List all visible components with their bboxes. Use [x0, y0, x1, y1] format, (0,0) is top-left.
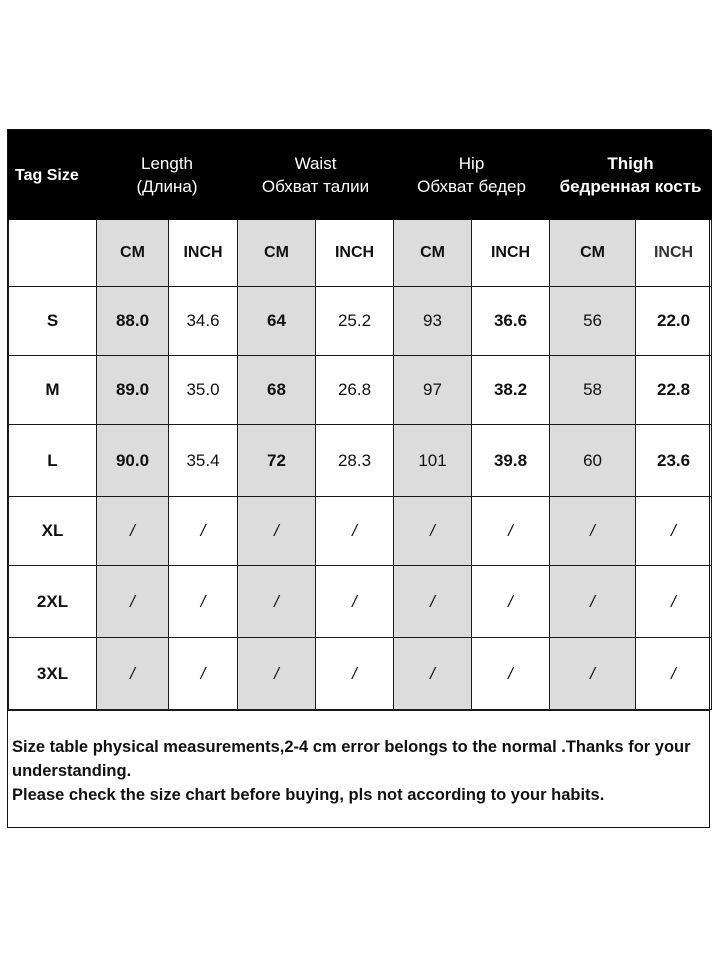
- length-cm-cell: /: [97, 638, 169, 710]
- length-inch-cell: /: [169, 566, 238, 638]
- header-thigh-en: Thigh: [607, 154, 654, 173]
- hip-inch-cell: /: [472, 638, 550, 710]
- unit-thigh-inch: INCH: [636, 220, 712, 287]
- thigh-cm-cell: /: [550, 497, 636, 566]
- size-label: 2XL: [9, 566, 97, 638]
- hip-inch-cell: /: [472, 497, 550, 566]
- hip-inch-cell: 39.8: [472, 425, 550, 497]
- size-label: M: [9, 356, 97, 425]
- header-thigh: [550, 131, 712, 220]
- hip-cm-cell: 97: [394, 356, 472, 425]
- waist-cm-cell: /: [238, 566, 316, 638]
- header-tag-size: Tag Size: [9, 131, 97, 220]
- thigh-inch-cell: 22.0: [636, 287, 712, 356]
- table-row-m: [9, 356, 712, 425]
- table-row-s: [9, 287, 712, 356]
- length-cm-cell: /: [97, 566, 169, 638]
- hip-inch-cell: 36.6: [472, 287, 550, 356]
- thigh-cm-cell: /: [550, 638, 636, 710]
- header-waist-en: Waist: [294, 154, 337, 173]
- table-row-3xl: [9, 638, 712, 710]
- unit-waist-cm: CM: [238, 220, 316, 287]
- size-chart: [7, 129, 710, 828]
- note-line-1: Size table physical measurements,2-4 cm error belongs to the normal .Thanks for your understanding.: [12, 738, 691, 780]
- thigh-inch-cell: /: [636, 497, 712, 566]
- table-row-2xl: [9, 566, 712, 638]
- hip-cm-cell: /: [394, 497, 472, 566]
- thigh-inch-cell: 23.6: [636, 425, 712, 497]
- unit-hip-inch: INCH: [472, 220, 550, 287]
- header-thigh-ru: бедренная кость: [559, 177, 702, 196]
- waist-cm-cell: 72: [238, 425, 316, 497]
- header-length-ru: (Длина): [136, 177, 198, 196]
- header-length-en: Length: [141, 154, 193, 173]
- size-label: XL: [9, 497, 97, 566]
- waist-inch-cell: /: [316, 638, 394, 710]
- header-hip: [394, 131, 550, 220]
- size-label: 3XL: [9, 638, 97, 710]
- waist-inch-cell: 25.2: [316, 287, 394, 356]
- unit-waist-inch: INCH: [316, 220, 394, 287]
- waist-inch-cell: 26.8: [316, 356, 394, 425]
- size-label: S: [9, 287, 97, 356]
- length-inch-cell: 35.0: [169, 356, 238, 425]
- waist-inch-cell: 28.3: [316, 425, 394, 497]
- waist-cm-cell: /: [238, 638, 316, 710]
- header-waist: [238, 131, 394, 220]
- hip-cm-cell: 93: [394, 287, 472, 356]
- header-hip-en: Hip: [458, 154, 485, 173]
- note-line-2: Please check the size chart before buying, pls not according to your habits.: [12, 786, 605, 804]
- length-inch-cell: 35.4: [169, 425, 238, 497]
- waist-cm-cell: 64: [238, 287, 316, 356]
- length-inch-cell: /: [169, 638, 238, 710]
- thigh-cm-cell: /: [550, 566, 636, 638]
- unit-row: [9, 220, 712, 287]
- header-row: [9, 131, 712, 220]
- thigh-inch-cell: 22.8: [636, 356, 712, 425]
- length-inch-cell: /: [169, 497, 238, 566]
- waist-inch-cell: /: [316, 566, 394, 638]
- unit-length-cm: CM: [97, 220, 169, 287]
- length-cm-cell: /: [97, 497, 169, 566]
- length-cm-cell: 90.0: [97, 425, 169, 497]
- thigh-cm-cell: 58: [550, 356, 636, 425]
- header-hip-ru: Обхват бедер: [417, 177, 526, 196]
- unit-empty-cell: [9, 220, 97, 287]
- hip-cm-cell: /: [394, 566, 472, 638]
- length-cm-cell: 88.0: [97, 287, 169, 356]
- length-cm-cell: 89.0: [97, 356, 169, 425]
- hip-cm-cell: /: [394, 638, 472, 710]
- thigh-inch-cell: /: [636, 566, 712, 638]
- size-table: [8, 130, 712, 710]
- unit-hip-cm: CM: [394, 220, 472, 287]
- thigh-inch-cell: /: [636, 638, 712, 710]
- table-row-l: [9, 425, 712, 497]
- header-length: [97, 131, 238, 220]
- hip-inch-cell: /: [472, 566, 550, 638]
- unit-thigh-cm: CM: [550, 220, 636, 287]
- length-inch-cell: 34.6: [169, 287, 238, 356]
- waist-inch-cell: /: [316, 497, 394, 566]
- thigh-cm-cell: 56: [550, 287, 636, 356]
- hip-inch-cell: 38.2: [472, 356, 550, 425]
- header-waist-ru: Обхват талии: [261, 177, 370, 196]
- unit-length-inch: INCH: [169, 220, 238, 287]
- size-note: [8, 710, 709, 827]
- size-label: L: [9, 425, 97, 497]
- waist-cm-cell: 68: [238, 356, 316, 425]
- table-row-xl: [9, 497, 712, 566]
- waist-cm-cell: /: [238, 497, 316, 566]
- thigh-cm-cell: 60: [550, 425, 636, 497]
- hip-cm-cell: 101: [394, 425, 472, 497]
